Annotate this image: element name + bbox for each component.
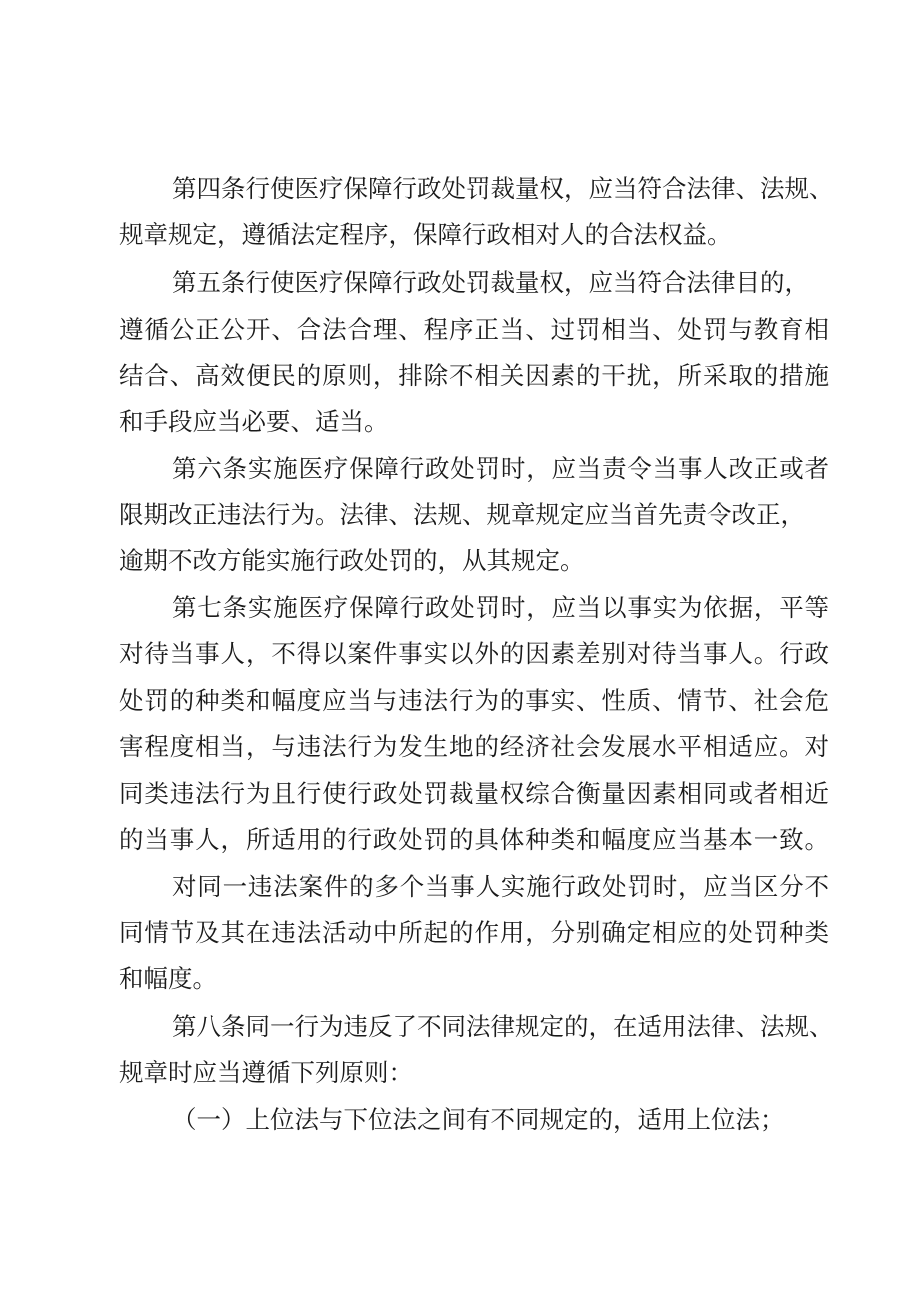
article-5-line-4: 和手段应当必要、适当。 <box>119 407 389 436</box>
article-4-line-1: 第四条行使医疗保障行政处罚裁量权，应当符合法律、法规、 <box>172 174 834 203</box>
article-8-line-2: 规章时应当遵循下列原则： <box>119 1058 413 1087</box>
article-4-line-2: 规章规定，遵循法定程序，保障行政相对人的合法权益。 <box>119 220 732 249</box>
article-8-line-1: 第八条同一行为违反了不同法律规定的，在适用法律、法规、 <box>172 1012 834 1041</box>
article-7-line-3: 处罚的种类和幅度应当与违法行为的事实、性质、情节、社会危 <box>119 686 829 715</box>
article-5-line-2: 遵循公正公开、合法合理、程序正当、过罚相当、处罚与教育相 <box>119 315 829 344</box>
article-8-item-1-line-1: （一）上位法与下位法之间有不同规定的，适用上位法； <box>172 1105 785 1134</box>
article-7-line-2: 对待当事人，不得以案件事实以外的因素差别对待当事人。行政 <box>119 639 829 668</box>
article-7-cont-line-1: 对同一违法案件的多个当事人实施行政处罚时，应当区分不 <box>172 872 829 901</box>
article-6-line-1: 第六条实施医疗保障行政处罚时，应当责令当事人改正或者 <box>172 454 829 483</box>
article-7-line-5: 同类违法行为且行使行政处罚裁量权综合衡量因素相同或者相近 <box>119 779 829 808</box>
article-7-cont-line-2: 同情节及其在违法活动中所起的作用，分别确定相应的处罚种类 <box>119 918 829 947</box>
article-5-line-3: 结合、高效便民的原则，排除不相关因素的干扰，所采取的措施 <box>119 361 829 390</box>
article-5-line-1: 第五条行使医疗保障行政处罚裁量权，应当符合法律目的， <box>172 268 809 297</box>
article-6-line-2: 限期改正违法行为。法律、法规、规章规定应当首先责令改正， <box>119 500 805 529</box>
article-6-line-3: 逾期不改方能实施行政处罚的，从其规定。 <box>119 546 585 575</box>
article-7-line-4: 害程度相当，与违法行为发生地的经济社会发展水平相适应。对 <box>119 732 829 761</box>
article-7-line-6: 的当事人，所适用的行政处罚的具体种类和幅度应当基本一致。 <box>119 825 829 854</box>
article-7-line-1: 第七条实施医疗保障行政处罚时，应当以事实为依据，平等 <box>172 593 829 622</box>
article-7-cont-line-3: 和幅度。 <box>119 964 217 993</box>
